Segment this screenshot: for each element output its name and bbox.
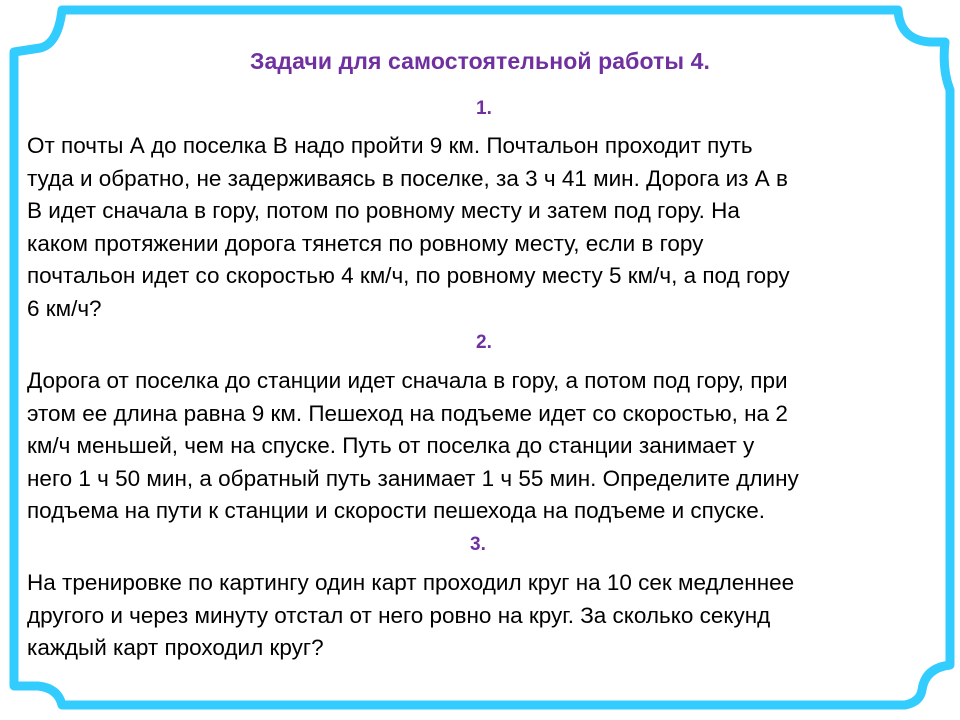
task-1-line: В идет сначала в гору, потом по ровному месту и затем под гору. На <box>27 198 740 223</box>
task-number-2: 2. <box>476 332 492 353</box>
task-2-line: км/ч меньшей, чем на спуске. Путь от поселка до станции занимает у <box>27 433 755 458</box>
task-1-line: От почты А до поселка В надо пройти 9 км. Почтальон проходит путь <box>27 133 753 158</box>
task-1-line: каком протяжении дорога тянется по ровному месту, если в гору <box>27 230 704 256</box>
task-2-line: Дорога от поселка до станции идет сначала в гору, а потом под гору, при <box>27 368 788 393</box>
task-2-line: него 1 ч 50 мин, а обратный путь занимает 1 ч 55 мин. Определите длину <box>27 465 799 491</box>
task-3-line: другого и через минуту отстал от него ровно на круг. За сколько секунд <box>27 602 771 628</box>
task-number-1: 1. <box>476 98 492 119</box>
task-1-line: туда и обратно, не задерживаясь в поселке, за 3 ч 41 мин. Дорога из А в <box>27 165 788 191</box>
task-3-line: каждый карт проходил круг? <box>27 635 324 660</box>
task-number-3: 3. <box>470 534 486 555</box>
task-text-3 <box>27 567 947 665</box>
page-title: Задачи для самостоятельной работы 4. <box>249 48 711 74</box>
task-text-2 <box>27 365 947 528</box>
task-text-1 <box>27 130 947 325</box>
task-2-line: этом ее длина равна 9 км. Пешеход на подъеме идет со скоростью, на 2 <box>27 400 788 426</box>
task-2-line: подъема на пути к станции и скорости пешехода на подъеме и спуске. <box>27 498 765 523</box>
task-1-line: почтальон идет со скоростью 4 км/ч, по ровному месту 5 км/ч, а под гору <box>27 263 790 288</box>
task-1-line: 6 км/ч? <box>27 295 102 321</box>
task-3-line: На тренировке по картингу один карт проходил круг на 10 сек медленнее <box>27 570 795 595</box>
